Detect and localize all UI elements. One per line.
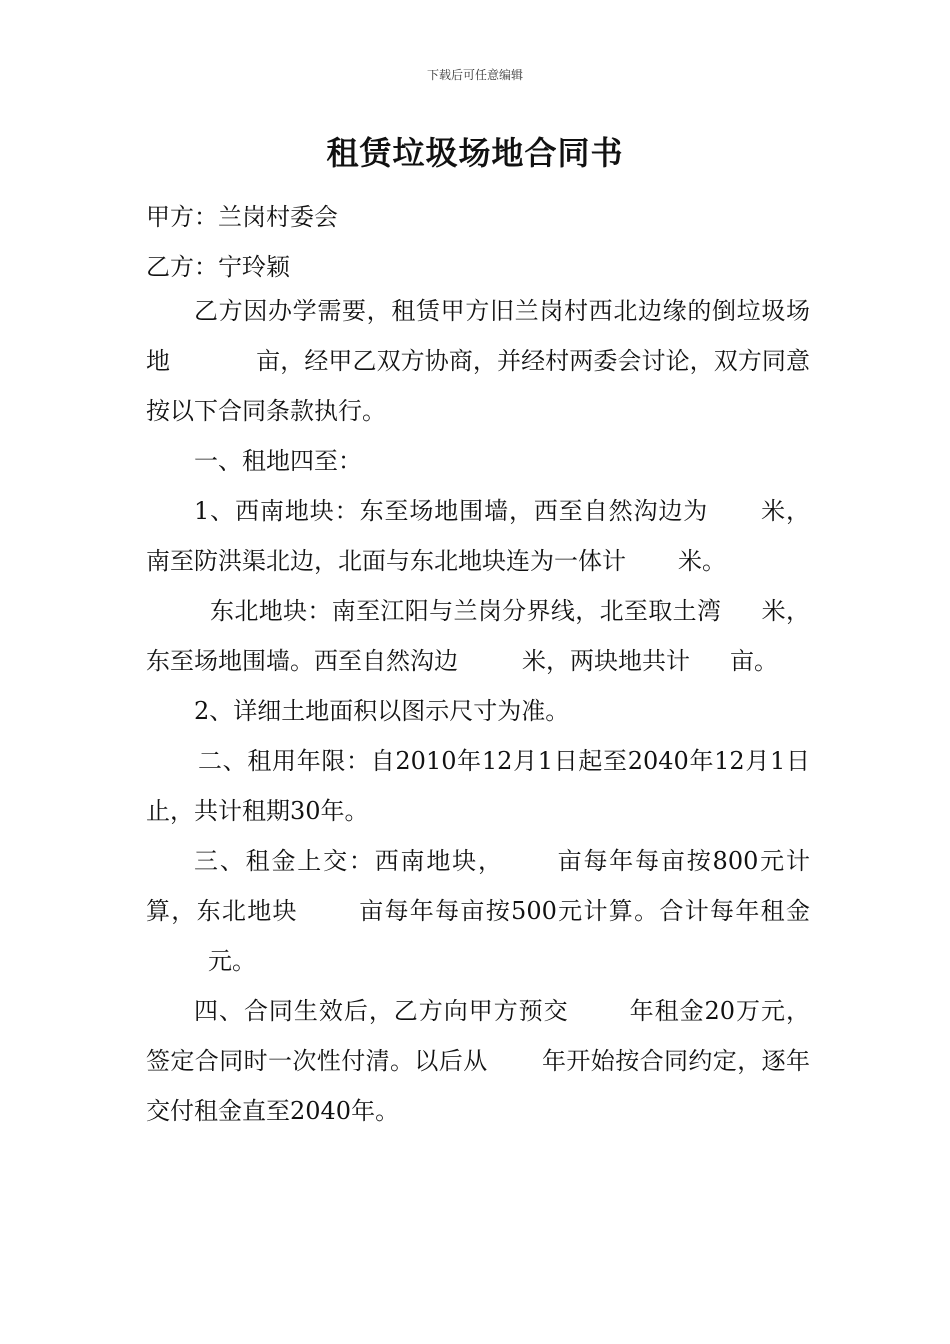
paragraph-section-1: 一、租地四至：	[194, 447, 362, 475]
paragraph-area-note: 2、详细土地面积以图示尺寸为准。	[194, 697, 570, 725]
party-b: 乙方：宁玲颖	[146, 253, 290, 281]
paragraph-intro: 乙方因办学需要，租赁甲方旧兰岗村西北边缘的倒垃圾场地 亩，经甲乙双方协商，并经村两委会讨论，双方同意按以下合同条款执行。	[146, 297, 811, 425]
paragraph-northeast-plot: 东北地块：南至江阳与兰岗分界线，北至取土湾 米，东至场地围墙。西至自然沟边 米，两块地共计 亩。	[146, 597, 811, 675]
paragraph-section-2: 二、租用年限：自2010年12月1日起至2040年12月1日止，共计租期30年。	[146, 747, 810, 825]
page-header-note: 下载后可任意编辑	[426, 68, 523, 82]
paragraph-section-4: 四、合同生效后，乙方向甲方预交 年租金20万元，签定合同时一次性付清。以后从 年开始按合同约定，逐年交付租金直至2040年。	[146, 997, 811, 1125]
paragraph-section-3: 三、租金上交：西南地块， 亩每年每亩按800元计算，东北地块 亩每年每亩按500元计算。合计每年租金元。	[146, 847, 811, 975]
contract-body	[146, 286, 810, 1136]
paragraph-southwest-plot: 1、西南地块：东至场地围墙，西至自然沟边为 米，南至防洪渠北边，北面与东北地块连为一体计 米。	[146, 497, 810, 575]
party-a: 甲方：兰岗村委会	[146, 203, 338, 231]
document-title: 租赁垃圾场地合同书	[326, 134, 624, 172]
